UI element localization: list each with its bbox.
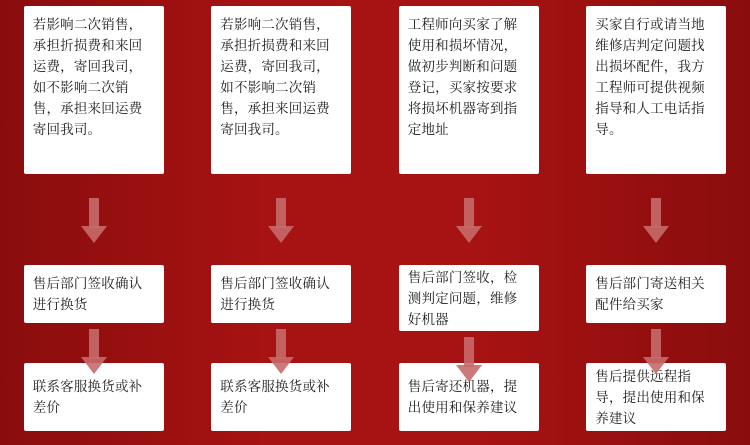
process-card: [586, 265, 726, 323]
column-1-step-1-cell: [0, 0, 188, 178]
column-3-step-1-cell: [375, 0, 563, 178]
process-card-text: 售后寄还机器，提出使用和保养建议: [407, 379, 518, 415]
process-card-text: 售后部门寄送相关配件给买家: [595, 276, 705, 312]
process-card-text: 售后提供远程指导，提出使用和保养建议: [595, 368, 705, 426]
arrow-down-icon: [643, 329, 669, 361]
arrow-down-icon: [456, 337, 482, 361]
column-1-arrow-1-cell: [0, 178, 188, 263]
process-card: 若影响二次销售，承担折损费和来回运费，寄回我司，如不影响二次销售，承担来回运费寄回我司。: [24, 6, 164, 174]
column-3-arrow-1-cell: [375, 178, 563, 263]
process-card: 若影响二次销售，承担折损费和来回运费，寄回我司，如不影响二次销售，承担来回运费寄回我司。: [211, 6, 351, 174]
process-card: 工程师向买家了解使用和损坏情况，做初步判断和问题登记，买家按要求将损坏机器寄到指定地址: [399, 6, 539, 174]
column-4-step-1-cell: [563, 0, 750, 178]
process-card-text: 联系客服换货或补差价: [32, 379, 143, 415]
column-4-step-2-cell: [563, 263, 750, 361]
process-card: [211, 265, 351, 323]
arrow-down-icon: [81, 329, 107, 361]
column-3-step-2-cell: [375, 263, 563, 361]
process-card: 买家自行或请当地维修店判定问题找出损坏配件，我方工程师可提供视频指导和人工电话指导。: [586, 6, 726, 174]
process-card-text: 售后部门签收确认进行换货: [220, 276, 330, 312]
arrow-down-icon: [268, 198, 294, 244]
column-4-arrow-1-cell: [563, 178, 750, 263]
process-card-text: 联系客服换货或补差价: [220, 379, 330, 415]
column-2-arrow-1-cell: [188, 178, 376, 263]
process-card: [24, 265, 164, 323]
arrow-down-icon: [268, 329, 294, 361]
process-card: [399, 265, 539, 331]
column-2-step-1-cell: [188, 0, 376, 178]
arrow-down-icon: [81, 198, 107, 244]
arrow-down-icon: [456, 198, 482, 244]
column-2-step-2-cell: [188, 263, 376, 361]
process-card-text: 售后部门签收确认进行换货: [32, 276, 143, 312]
process-card-text: 售后部门签收，检测判定问题，维修好机器: [407, 269, 518, 327]
arrow-down-icon: [643, 198, 669, 244]
column-1-step-2-cell: [0, 263, 188, 361]
